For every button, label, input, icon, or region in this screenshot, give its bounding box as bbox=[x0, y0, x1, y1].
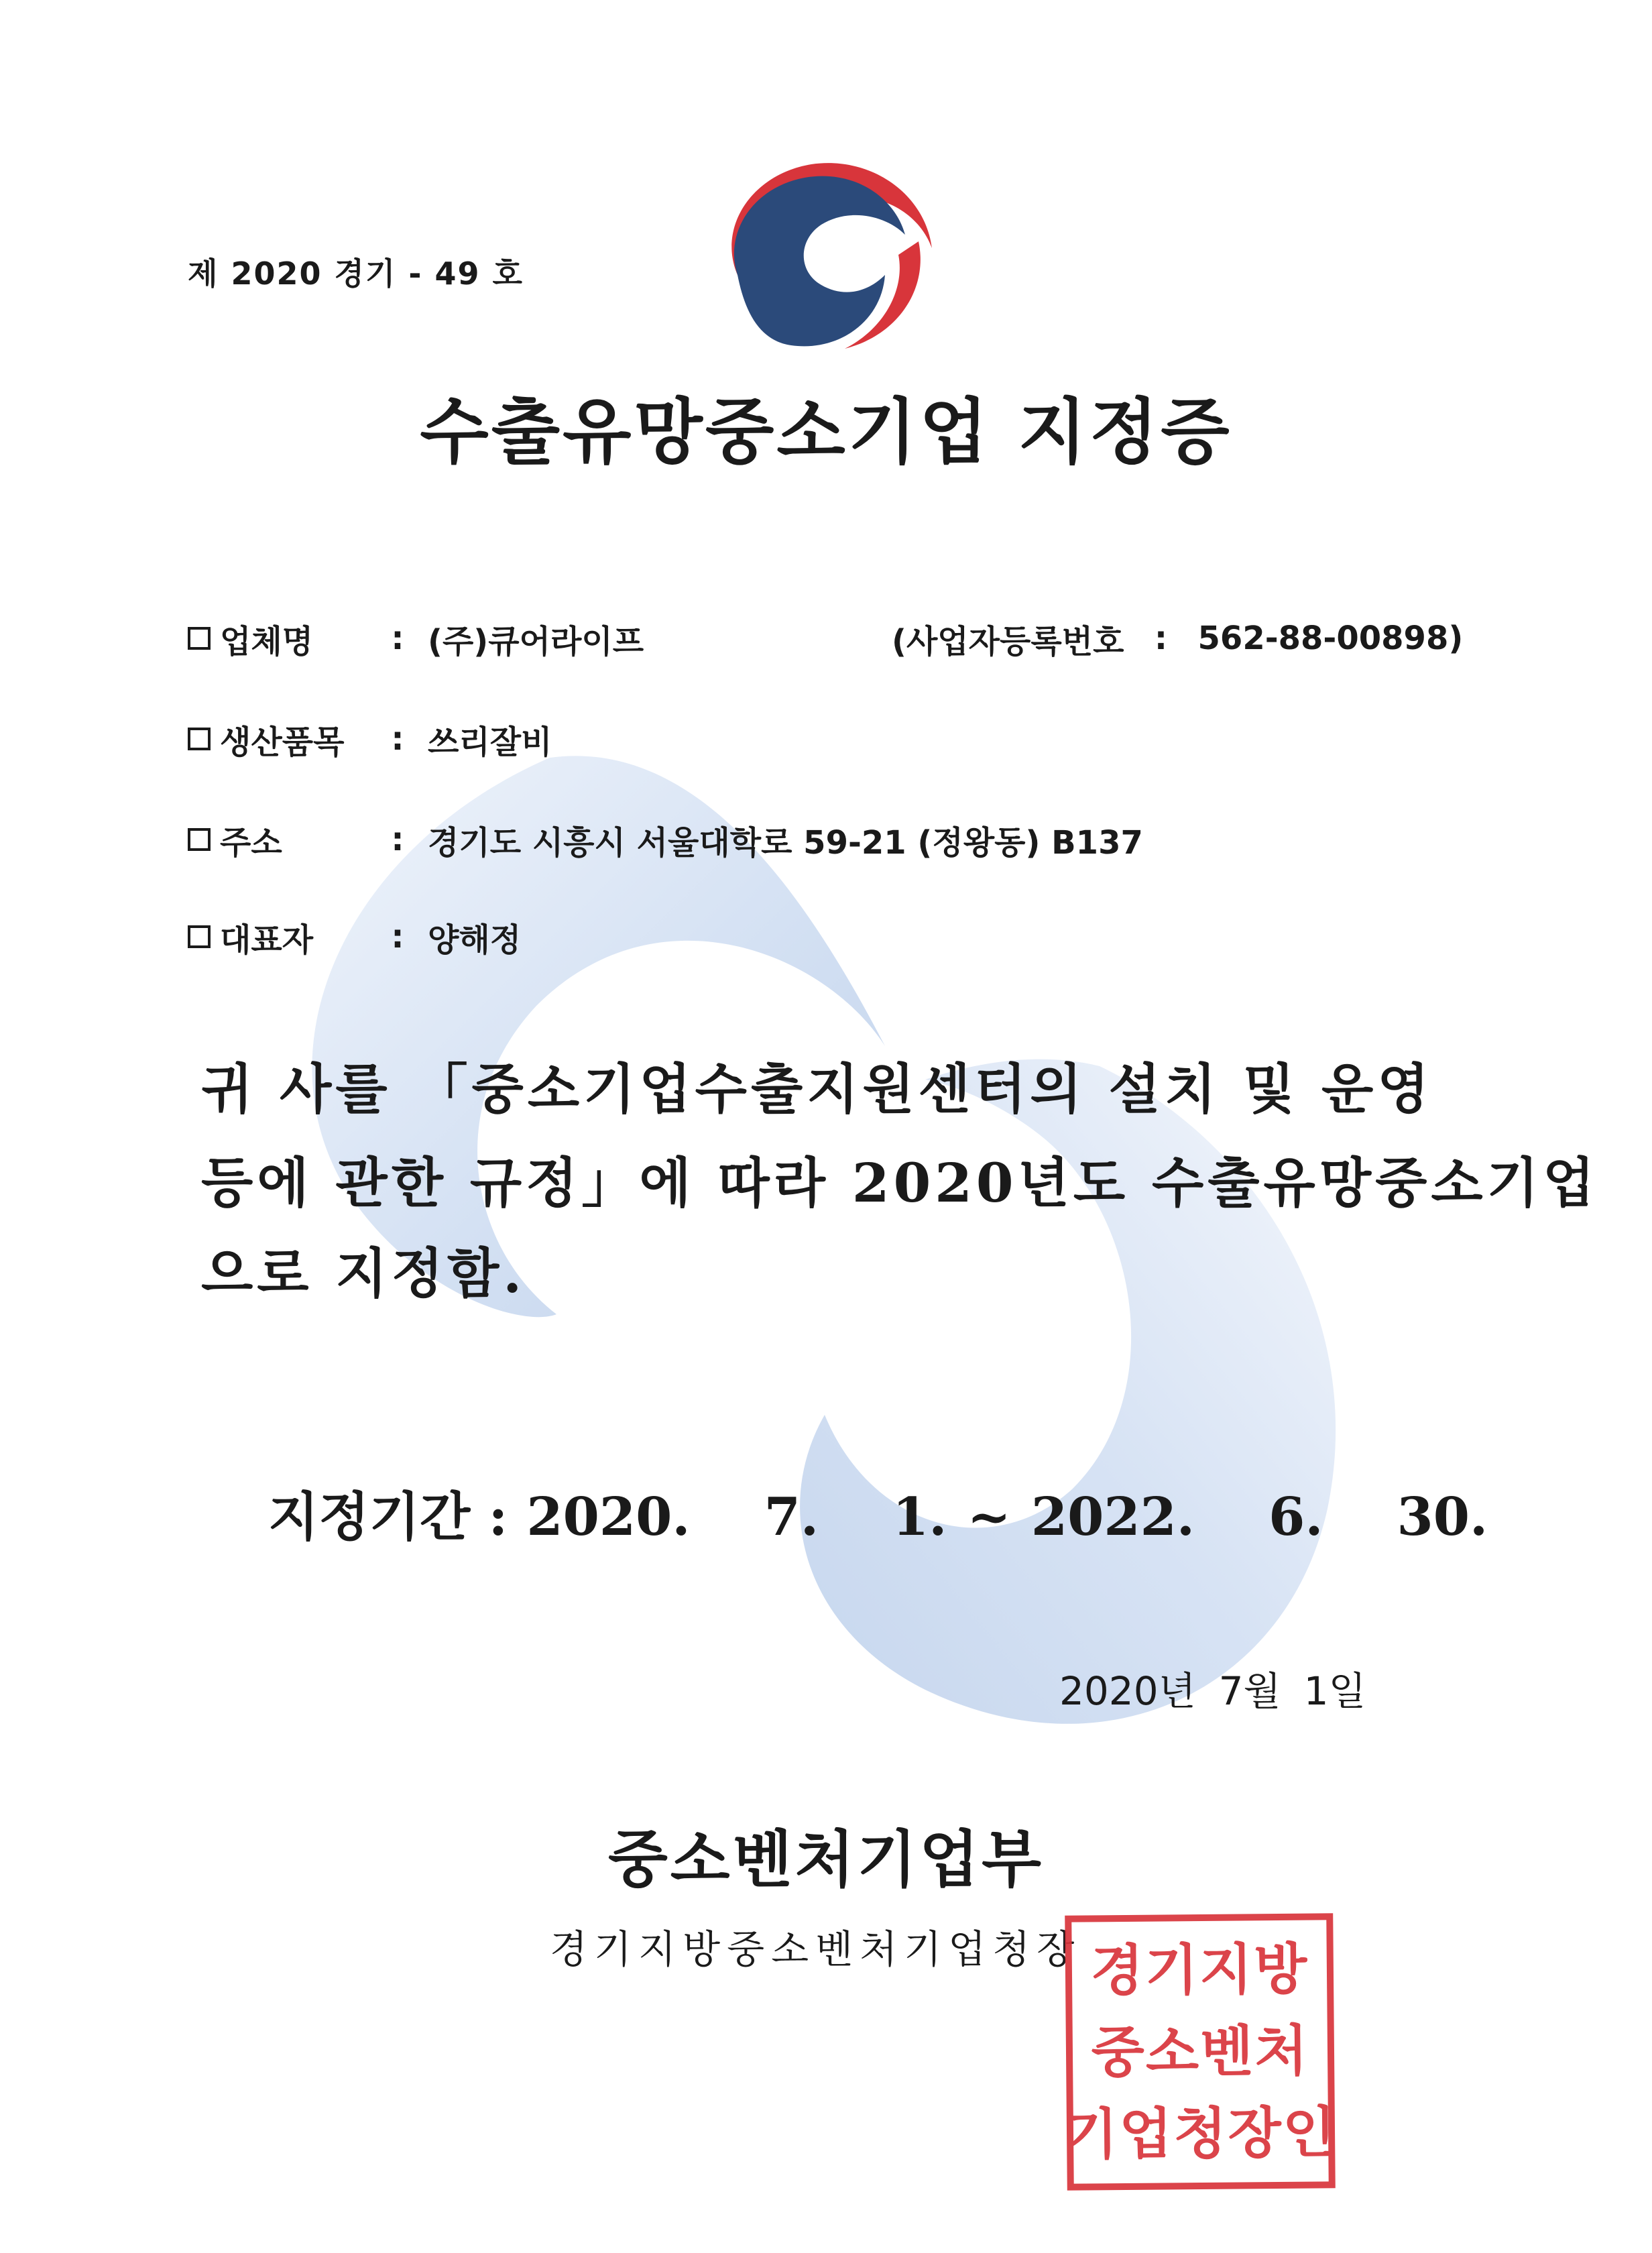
period-end-year: 2022. bbox=[1030, 1487, 1195, 1548]
field-value: 쓰리잘비 bbox=[428, 723, 552, 761]
field-colon: : bbox=[391, 821, 404, 858]
period-end-month: 6. bbox=[1268, 1487, 1323, 1548]
field-label: 생산품목 bbox=[220, 723, 345, 761]
issue-year: 2020년 bbox=[1059, 1668, 1196, 1714]
biz-reg-label: (사업자등록번호 bbox=[892, 622, 1124, 660]
period-separator: ~ bbox=[967, 1487, 1011, 1548]
field-representative bbox=[188, 913, 521, 960]
official-seal-stamp bbox=[1065, 1913, 1336, 2190]
issue-month: 7월 bbox=[1218, 1668, 1281, 1714]
seal-line-3: 기업청장인 bbox=[1064, 2100, 1338, 2167]
body-line-1: 귀 사를 「중소기업수출지원센터의 설치 및 운영 bbox=[201, 1057, 1433, 1120]
field-colon: : bbox=[391, 918, 404, 956]
field-value: 양해정 bbox=[428, 921, 522, 959]
period-start-month: 7. bbox=[764, 1487, 819, 1548]
seal-line-1: 경기지방 bbox=[1090, 1937, 1309, 2004]
checkbox-icon bbox=[188, 925, 211, 948]
body-line-2: 등에 관한 규정」에 따라 2020년도 수출유망중소기업 bbox=[201, 1151, 1599, 1214]
field-product bbox=[188, 715, 552, 762]
field-label: 주소 bbox=[220, 823, 282, 862]
checkbox-icon bbox=[188, 728, 211, 750]
field-company-name bbox=[188, 615, 644, 662]
certificate-number: 제 2020 경기 - 49 호 bbox=[188, 255, 524, 292]
designation-period bbox=[268, 1475, 1488, 1550]
field-label: 대표자 bbox=[220, 921, 314, 959]
period-start-year: 2020. bbox=[526, 1487, 691, 1548]
period-label: 지정기간 : bbox=[268, 1487, 508, 1548]
body-line-3: 으로 지정함. bbox=[201, 1242, 526, 1305]
field-colon: : bbox=[391, 720, 404, 758]
issuing-office: 경기지방중소벤처기업청장 bbox=[550, 1926, 1081, 1972]
business-registration-number bbox=[892, 615, 1463, 662]
checkbox-icon bbox=[188, 828, 211, 851]
biz-reg-colon: : bbox=[1154, 620, 1168, 657]
field-value: (주)큐어라이프 bbox=[428, 622, 644, 660]
period-end-day: 30. bbox=[1397, 1487, 1488, 1548]
field-label: 업체명 bbox=[220, 622, 314, 660]
period-start-day: 1. bbox=[892, 1487, 947, 1548]
ministry-name: 중소벤처기업부 bbox=[607, 1824, 1045, 1896]
field-value: 경기도 시흥시 서울대학로 59-21 (정왕동) B137 bbox=[428, 823, 1143, 862]
seal-line-2: 중소벤처 bbox=[1091, 2018, 1309, 2085]
certificate-title: 수출유망중소기업 지정증 bbox=[420, 391, 1232, 473]
issue-date bbox=[1059, 1660, 1366, 1716]
government-emblem-icon bbox=[697, 148, 952, 362]
biz-reg-value: 562-88-00898) bbox=[1197, 620, 1464, 657]
field-address bbox=[188, 816, 1143, 863]
issue-day: 1일 bbox=[1303, 1668, 1366, 1714]
checkbox-icon bbox=[188, 627, 211, 650]
field-colon: : bbox=[391, 620, 404, 657]
